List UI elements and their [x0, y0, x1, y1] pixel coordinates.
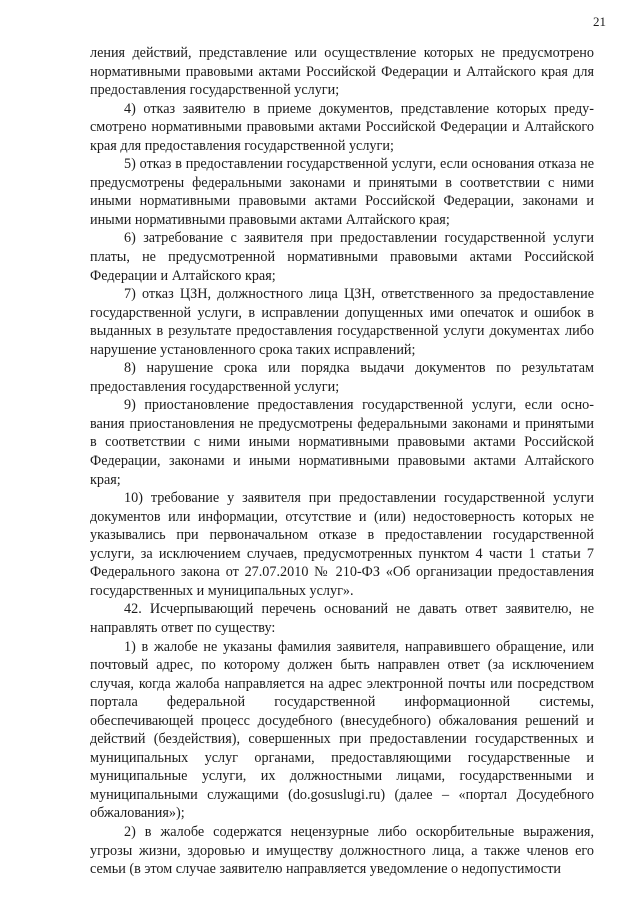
page-number: 21: [593, 14, 606, 29]
paragraph-item-7: 7) отказ ЦЗН, должностного лица ЦЗН, ответственного за предоставление государственной услуги, в исправлении допущенных ими опечаток и ошибок в выданных в результате предоставления государственной услуги документах либо нарушение установленного срока таких исправлений;: [90, 286, 594, 358]
document-body: [90, 44, 594, 879]
paragraph-item-10: 10) требование у заявителя при предоставлении государственной услуги документов или информации, отсутствие и (или) недостоверность которых не указывались при первоначальном отказе в предоставлении государственной услуги, за исключением случаев, предусмотренных пунктом 4 части 1 статьи 7 Федерального закона от 27.07.2010 № 210-ФЗ «Об организации предоставления государственных и муниципальных услуг».: [90, 490, 594, 599]
paragraph-item-6: 6) затребование с заявителя при предоставлении государственной услуги платы, не предусмотренной нормативными правовыми актами Российской Федерации и Алтайского края;: [90, 230, 594, 284]
paragraph-42-item-1: 1) в жалобе не указаны фамилия заявителя, направившего обращение, или почтовый адрес, по которому должен быть направлен ответ (за исключением случая, когда жалоба направляется на адрес электронной почты или посредством портала федеральной государственной информационной системы, обеспечивающей процесс досудебного (внесудебного) обжалования решений и действий (бездействия), совершенных при предоставлении государственных и муниципальных услуг органами, предоставляющими государственные и муниципальные услуги, их должностными лицами, государственными и муниципальными служащими (do.gosuslugi.ru) (далее – «портал Досудебного обжалования»);: [90, 638, 594, 822]
paragraph-item-8: 8) нарушение срока или порядка выдачи документов по результатам предоставления государственной услуги;: [90, 360, 594, 395]
paragraph-continuation: ления действий, представление или осуществление которых не предусмотрено нормативными правовыми актами Российской Федерации и Алтайского края для предоставления государственной услуги;: [90, 45, 594, 99]
paragraph-item-5: 5) отказ в предоставлении государственной услуги, если основания отказа не предусмотрены федеральными законами и принятыми в соответствии с ними иными нормативными правовыми актами Российской Федерации, законами и иными нормативными правовыми актами Алтайского края;: [90, 156, 594, 228]
paragraph-section-42: 42. Исчерпывающий перечень оснований не давать ответ заявителю, не направлять ответ по существу:: [90, 601, 594, 636]
paragraph-item-9: 9) приостановление предоставления государственной услуги, если основания приостановления не предусмотрены федеральными законами и принятыми в соответствии с ними иными нормативными правовыми актами Российской Федерации, законами и иными нормативными правовыми актами Алтайского края;: [90, 397, 594, 488]
paragraph-42-item-2: 2) в жалобе содержатся нецензурные либо оскорбительные выражения, угрозы жизни, здоровью и имуществу должностного лица, а также членов его семьи (в этом случае заявителю направляется уведомление о недопустимости: [90, 823, 594, 878]
paragraph-item-4: 4) отказ заявителю в приеме документов, представление которых предусмотрено нормативными правовыми актами Российской Федерации и Алтайского края для предоставления государственной услуги;: [90, 100, 594, 154]
